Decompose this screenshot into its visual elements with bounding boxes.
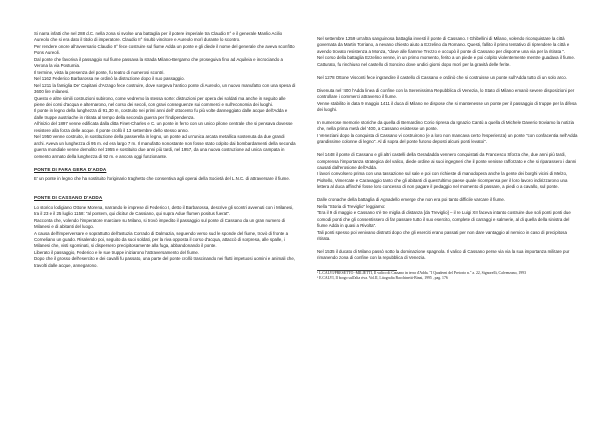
paragraph: Nel 1448 il ponte di Cassano e gli altri castelli della Geradadda vennero conquistati da Francesco Sforza che, due anni più tardi, comprensa l'importanza strategica del valico, diede ordine ai suoi ingegneri che il ponte venisse rafforzato e che si riparassero i danni causati dall'erosione dell'Adda. <box>317 152 577 170</box>
footnote: ¹ L.CALVI/PRESETTO -MILIETTI, Il valico di Cassano in terra d'Adda. "I Quaderni del Pretorio n." a. 22, Signorelli, Calvenzano, 1993 <box>317 270 526 275</box>
paragraph: Dal ponte che favoriva il passaggio sul fiume passava la strada Milano-Bergamo che proseguiva fino ad Aquileia e incrociando a Verona la via Postumia. <box>34 56 283 69</box>
paragraph: Questo e altre simili costruzioni subirono, come vedremo la stessa sorte: distruzioni per opera dei soldati ma anche in seguito alle piene dei corsi d'acqua e alternarono, nel corso dei secoli, con gravi conseguenze sui commerci e sull'economia dei luoghi. <box>34 95 286 107</box>
paragraph: I Veneziani dopo la conquista di Cassano vi costruirono (e a loro non mancava certo l'esperienza) un ponte "con confacentia nell'Adda grandissime colonne di legno". Al di sopra del ponte furono deposti alcuni ponti levatoi". <box>317 132 578 145</box>
paragraph: Lo storico lodigiano Ottone Morena, narrando le imprese di Federico I, detto il Barbarossa, descrive gli scontri avvenuti con i Milanesi, tra il 23 e il 25 luglio 1158: "al pontem, qui dicitur de Cassiano, qui supra Adue flumen positus fuerat". Racconta che, volendo l'imperatore marciare su Milano, si trovò impedito il passaggio sul ponte di Cassano da un gran numero di Milanesi e di abitanti del luogo. A causa dell'imperversare e soprattutto dell'astuzia Corrado di Dalmazia, seguendo verso sud le sponde del fiume, trovò di fronte a Corneliano un guado. Risalendo poi, seguito da suoi soldati, per la riva opposta il corso d'acqua, attaccò di sorpresa, alle spalle, i Milanesi che, visti sgominati, si dispersero precipitosamente alla fuga, abbandonando il ponte. Liberato il passaggio, Federico e le sue truppe iniziarono l'attraversamento del fiume. Dopo che il grosso dell'esercito e dei cavalli fu passato, una parte del ponte crollò trascinando nei flutti impetuosi uomini e animali che, travolti dalle acque, annegarono. <box>34 204 296 268</box>
paragraph: Venne stabilito in data 9 maggio 1411 il duca di Milano ne dispose che si mantenesse un ponte per il passaggio di truppe per la difesa dei luoghi. <box>317 100 577 112</box>
paragraph: Il ponte in legno della lunghezza di 91,30 m, costruito nei primi anni dell' ottocento fu più volte danneggiato dalle acque dell'Adda e dalle truppe austriache in ritirata al tempo della seconda guerra per l'indipendenza. <box>34 108 288 120</box>
paragraph: Tali ponti spesso poi venivano distrutti dopo che gli eserciti erano passati per non dare vantaggio al nemico in caso di precipitosa ritirata. <box>317 229 567 241</box>
paragraph: Nel 1211 la famiglia De' Capitani d'Arzago fece costruire, dove sorgeva l'antico ponte di Aureolo, un nuovo manufatto con una spesa di 3600 lire milanesi. <box>34 82 296 95</box>
paragraph: All'inizio del 1897 venne edificata dalla ditta Finet-Charles e C. un ponte in ferro con un unico pilone centrale che si pensava dovesse resistere alla forza delle acque. Il ponte crollò il 13 settembre dello stesso anno. <box>34 121 293 133</box>
paragraph: Nel corso della battaglia Ezzelino venne, in un primo momento, ferito a un piede e poi colpito violentemente mentre guadava il fiume. Catturato, fu rinchiuso nel castello di Soncino dove undici giorni dopo morì per la gravità delle ferite. <box>317 55 575 67</box>
paragraph: E' un ponte in legno che ha sostituito l'originario traghetto che consentiva agli operai della Società del L.N.C. di attraversare il fiume. <box>34 175 290 181</box>
paragraph: I lavori convolsero prima con una tassazione sul sale e poi con richieste di manodopera anche la gente dei borghi vicini di Melzo, Pioltello, Vimercate e Caravaggio tanto che gli abitanti di quest'ultimo paese quale ricompensa per il loro lavoro indirizzarono una lettera al duca affinché fosse loro concesso di non pagare il pedaggio nel momento di passare, a piedi o a cavallo, sul ponte. <box>317 171 568 190</box>
paragraph: Nel 1950 venne costruito, in sostituzione della passerella in legno, un ponte ad un'unica arcata metallica sostenuta da due grandi archi. Aveva un lunghezza di 95 m. ed era largo 7 m. Il manufatto nonostante non fosse stato colpito dai bombardamenti della seconda guerra mondiale venne demolito nel 1955 e sostituito due anni più tardi, nel 1957, da una nuova costruzione ad unica campata in cemento armato della lunghezza di 92 m. e ancora oggi funzionante. <box>34 134 296 159</box>
paragraph: Si narra infatti che nel 288 d.C. nella zona si svolse una battaglia per il potere imperiale tra Claudio II° e il generale Manlio Acilio Aureolo che si era dato il titolo di imperatore. Claudio II° risultò vincitore e Aureolo morì durante lo scontro. <box>34 31 283 43</box>
section-heading-fara: PONTE DI FARA GERA D'ADDA <box>34 166 107 172</box>
paragraph: Nel 1535 il ducato di Milano passò sotto la dominazione spagnola. Il valico di Cassano perse via via la sua importanza militare pur rimanendo zona di confine con la repubblica di Venezia. <box>317 248 570 261</box>
paragraph: Nella "Storia di Treviglio" leggiamo: "Era il 9 di maggio e Cassano s'è tre miglia di distanza [da Treviglio] – il re Luigi XII faceva intanto costruire due soli ponti ponti due comodi ponti che gli consentissero di far passare tutto il suo esercito, complete di carraggi e salmerie, al di quella della sinistra del fiume Adda in quasi a Rivolta". <box>317 203 571 229</box>
footnote: ² E.CALVI, Il borgo sull'alta riva. Vol.II, Litografia Bacchinetti-Binzi, 1995 , pag. 176 <box>317 275 448 280</box>
section-heading-cassano: PONTE DI CASSANO D'ADDA <box>34 195 103 201</box>
paragraph: Nel 1162 Federico Barbarossa ne ordinò la distruzione dopo il suo passaggio. <box>34 76 185 82</box>
paragraph: Nel 1278 Ottone Visconti fece ingrandire il castello di Cassano e ordinò che si costruisse un ponte sull'Adda tutto di un solo arco. <box>317 74 567 80</box>
paragraph: Per rendere onore all'avversario Claudio II° fece costruire sul fiume Adda un ponte e gli diede il nome del generale che aveva sconfitto Pons Aureoli. <box>34 43 295 56</box>
paragraph: Divenuta nel '400 l'Adda linea di confine con la Serenissima Repubblica di Venezia, lo Stato di Milano emanò severe disposizioni per controllare i commerci attraverso il fiume. <box>317 87 575 100</box>
paragraph: Dalle cronache della battaglia di Agnadello emerge che non era poi tanto difficile varcare il fiume. <box>317 197 506 203</box>
paragraph: Nel settembre 1259 un'altra sanguinosa battaglia investì il ponte di Cassano. I Ghibellini di Milano, volendo riconquistare la città governata da Martin Torriano, a nevano chiesto aiuto a Ezzelino da Romano. Questi, fallito il primo tentativo di riprendere la città e avendo trovato resistenza a Monza, "dove alle fiamme Trezzo e occupò il ponte di Cassano per disporne una via per la ritirata ". <box>317 36 570 54</box>
left-column <box>34 31 296 269</box>
paragraph: In numerose memorie storiche da quella di Bernardino Corio ripresa da Ignazio Cantù a quella di Michele Daverio troviamo la notizia che, nella prima metà del '400, a Cassano esistesse un ponte. <box>317 119 574 132</box>
right-column <box>317 36 579 281</box>
paragraph: Il termine, vista la presenza del ponte, fu teatro di numerosi scontri. <box>34 69 165 75</box>
